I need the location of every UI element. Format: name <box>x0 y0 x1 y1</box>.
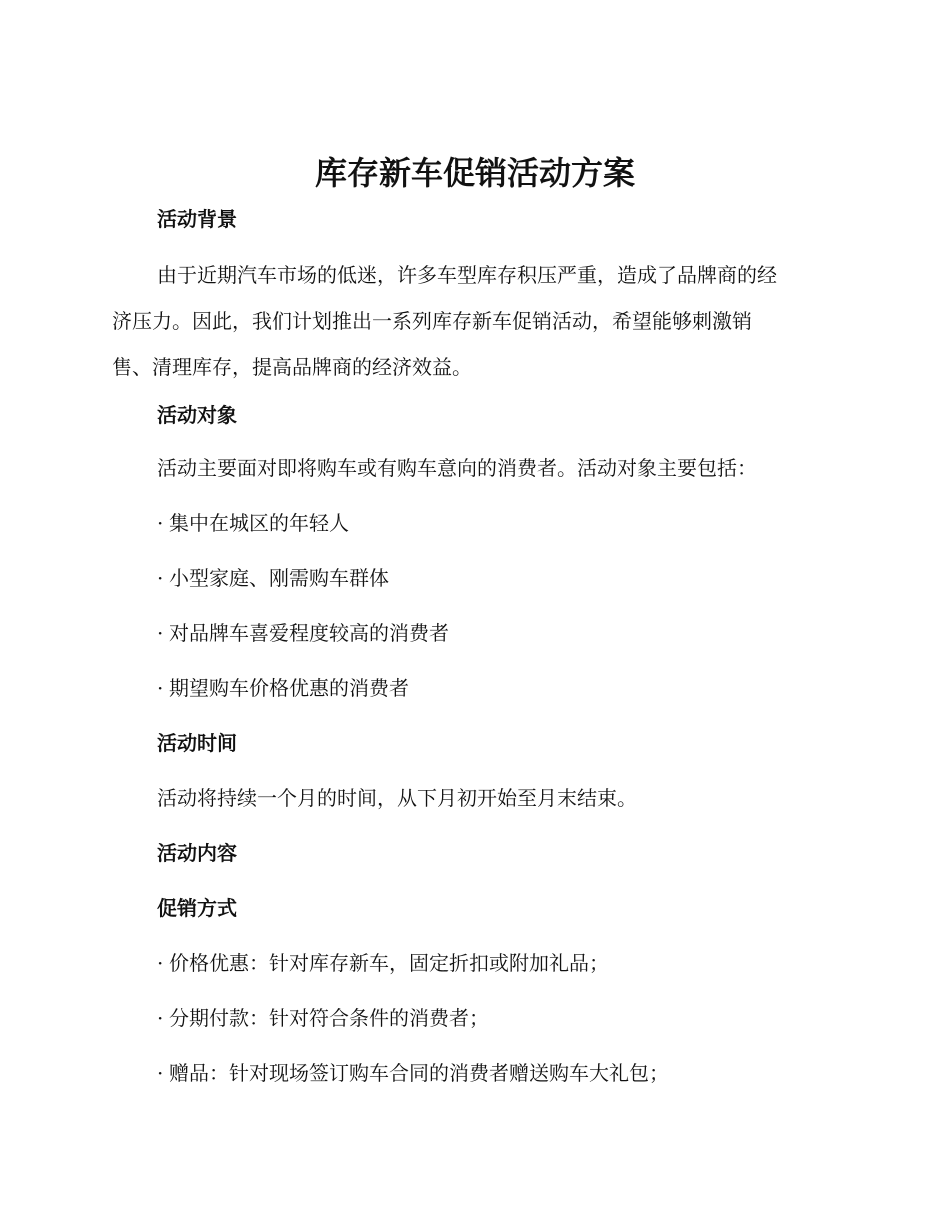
list-item-text: 集中在城区的年轻人 <box>169 511 349 535</box>
list-item-text: 分期付款：针对符合条件的消费者； <box>169 1006 489 1030</box>
heading-methods: 促销方式 <box>157 896 237 920</box>
list-item-text: 期望购车价格优惠的消费者 <box>169 676 409 700</box>
list-item <box>157 673 409 703</box>
background-line: 售、清理库存，提高品牌商的经济效益。 <box>112 355 472 379</box>
list-item <box>157 1003 489 1033</box>
bullet-mark: · <box>157 951 164 975</box>
list-item <box>157 1058 669 1088</box>
list-item <box>157 508 349 538</box>
bullet-mark: · <box>157 676 164 700</box>
background-paragraph <box>112 252 832 390</box>
background-line: 济压力。因此，我们计划推出一系列库存新车促销活动，希望能够刺激销 <box>112 309 752 333</box>
list-item-text: 小型家庭、刚需购车群体 <box>169 566 389 590</box>
list-item-text: 赠品：针对现场签订购车合同的消费者赠送购车大礼包； <box>169 1061 669 1085</box>
list-item <box>157 563 389 593</box>
heading-audience: 活动对象 <box>157 403 237 427</box>
list-item <box>157 618 449 648</box>
document-title: 库存新车促销活动方案 <box>314 154 635 192</box>
heading-background: 活动背景 <box>157 207 237 231</box>
time-text: 活动将持续一个月的时间，从下月初开始至月末结束。 <box>157 786 637 810</box>
bullet-mark: · <box>157 511 164 535</box>
bullet-mark: · <box>157 621 164 645</box>
heading-time: 活动时间 <box>157 731 237 755</box>
background-line: 由于近期汽车市场的低迷，许多车型库存积压严重，造成了品牌商的经 <box>157 263 777 287</box>
list-item-text: 价格优惠：针对库存新车，固定折扣或附加礼品； <box>169 951 609 975</box>
list-item <box>157 948 609 978</box>
audience-intro: 活动主要面对即将购车或有购车意向的消费者。活动对象主要包括： <box>157 456 757 480</box>
bullet-mark: · <box>157 1061 164 1085</box>
list-item-text: 对品牌车喜爱程度较高的消费者 <box>169 621 449 645</box>
bullet-mark: · <box>157 566 164 590</box>
heading-content: 活动内容 <box>157 841 237 865</box>
bullet-mark: · <box>157 1006 164 1030</box>
